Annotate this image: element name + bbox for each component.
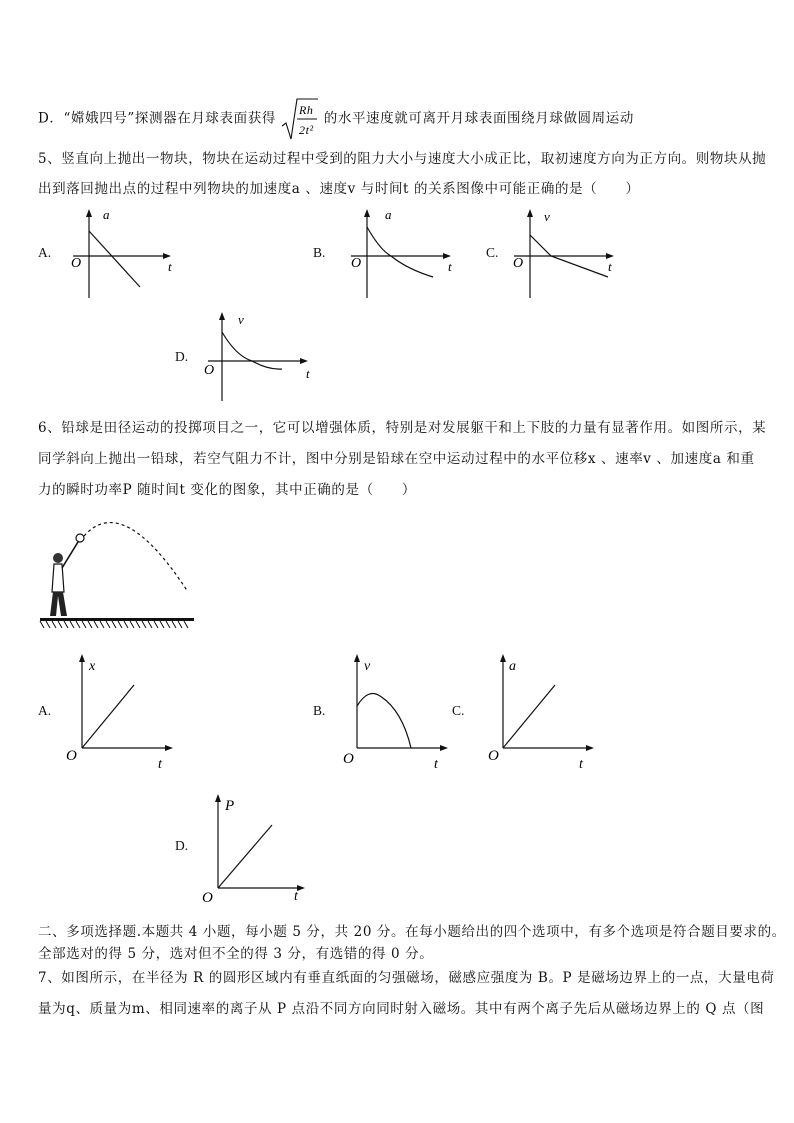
q6-b-yaxis: v bbox=[364, 659, 371, 674]
q5-b-yaxis: a bbox=[385, 207, 392, 222]
section2-line1: 二、多项选择题.本题共 4 小题，每小题 5 分，共 20 分。在每小题给出的四个选项中，有多个选项是符合题目要求的。 bbox=[38, 924, 786, 940]
q5-b-curve bbox=[367, 227, 433, 277]
q6-d-xaxis: t bbox=[294, 889, 298, 904]
q5-graph-b bbox=[345, 205, 465, 300]
q6-option-c-label: C. bbox=[452, 703, 465, 718]
q6-line1: 6、铅球是田径运动的投掷项目之一，它可以增强体质，特别是对发展躯干和上下肢的力量有显著作用。如图所示，某 bbox=[38, 420, 767, 436]
q6-c-xaxis: t bbox=[579, 757, 583, 770]
q5-option-a-label: A. bbox=[38, 245, 52, 260]
q5-graph-a bbox=[65, 205, 185, 300]
person-head bbox=[53, 553, 63, 563]
q5-a-origin: O bbox=[71, 256, 82, 271]
q7-line1: 7、如图所示，在半径为 R 的圆形区域内有垂直纸面的匀强磁场，磁感应强度为 B。P 是磁场边界上的一点，大量电荷 bbox=[38, 970, 775, 986]
q5-option-c-label: C. bbox=[486, 245, 499, 260]
q5-option-b-label: B. bbox=[313, 245, 326, 260]
sqrt-fraction bbox=[281, 96, 319, 142]
q6-option-a-label: A. bbox=[38, 703, 52, 718]
frac-denominator: 2t² bbox=[298, 123, 314, 137]
trajectory-curve bbox=[84, 523, 188, 592]
person-legs bbox=[50, 592, 67, 616]
q5-c-yaxis: v bbox=[544, 209, 550, 224]
frac-numerator: Rh bbox=[298, 103, 314, 117]
q6-a-origin: O bbox=[66, 748, 77, 764]
q6-line3: 力的瞬时功率P 随时间t 变化的图象，其中正确的是（ ） bbox=[38, 482, 416, 498]
q5-b-origin: O bbox=[351, 256, 362, 271]
q6-b-xaxis: t bbox=[434, 757, 438, 770]
q6-graph-b bbox=[340, 650, 465, 770]
q5-b-xaxis: t bbox=[448, 259, 452, 274]
q6-c-line bbox=[503, 685, 555, 748]
q7-line2: 量为q、质量为m、相同速率的离子从 P 点沿不同方向同时射入磁场。其中有两个离子先后从磁场边界上的 Q 点（图 bbox=[38, 1001, 765, 1017]
q5-d-yaxis: v bbox=[238, 312, 244, 327]
q6-a-yaxis: x bbox=[89, 659, 96, 674]
section2-line2: 全部选对的得 5 分，选对但不全的得 3 分，有选错的得 0 分。 bbox=[38, 946, 434, 962]
q5-a-yaxis: a bbox=[103, 207, 110, 222]
q6-option-b-label: B. bbox=[313, 703, 326, 718]
q5-d-xaxis: t bbox=[306, 366, 310, 381]
ground-line bbox=[40, 618, 194, 621]
q5-a-curve bbox=[89, 231, 140, 287]
shot-ball bbox=[76, 534, 84, 542]
q6-c-origin: O bbox=[488, 748, 499, 764]
q6-line2: 同学斜向上抛出一铅球，若空气阻力不计，图中分别是铅球在空中运动过程中的水平位移x 、速率v 、加速度a 和重 bbox=[38, 451, 755, 467]
q6-b-curve bbox=[357, 694, 411, 748]
q5-option-d-label: D. bbox=[175, 349, 189, 364]
q6-graph-d bbox=[198, 790, 323, 905]
q6-c-yaxis: a bbox=[509, 659, 516, 674]
q4-option-d-suffix: 的水平速度就可离开月球表面围绕月球做圆周运动 bbox=[323, 110, 634, 127]
ground-hatch bbox=[40, 621, 188, 628]
q6-graph-c bbox=[485, 650, 610, 770]
q6-a-xaxis: t bbox=[158, 757, 162, 770]
q6-option-d-label: D. bbox=[175, 838, 189, 853]
q5-d-curve bbox=[222, 332, 282, 369]
q6-graph-a bbox=[62, 650, 187, 770]
q4-option-d-prefix: D．“嫦娥四号”探测器在月球表面获得 bbox=[38, 110, 276, 127]
q6-d-yaxis: P bbox=[225, 798, 235, 814]
q5-c-origin: O bbox=[513, 256, 524, 271]
q5-c-xaxis: t bbox=[608, 259, 612, 274]
person-arm bbox=[62, 542, 78, 568]
shot-put-illustration bbox=[38, 512, 198, 632]
q4-option-d bbox=[38, 96, 634, 142]
q5-a-xaxis: t bbox=[168, 259, 172, 274]
q6-b-origin: O bbox=[343, 751, 354, 767]
q5-line1: 5、竖直向上抛出一物块，物块在运动过程中受到的阻力大小与速度大小成正比，取初速度方向为正方向。则物块从抛 bbox=[38, 151, 767, 167]
q5-d-origin: O bbox=[204, 363, 215, 378]
q6-d-origin: O bbox=[202, 890, 213, 905]
person-body bbox=[52, 564, 64, 592]
q6-a-line bbox=[82, 685, 134, 748]
q6-d-line bbox=[218, 825, 272, 888]
q5-graph-d bbox=[202, 308, 322, 403]
q5-line2: 出到落回抛出点的过程中列物块的加速度a 、速度v 与时间t 的关系图像中可能正确的是（ ） bbox=[38, 181, 640, 197]
q5-graph-c bbox=[508, 205, 628, 300]
